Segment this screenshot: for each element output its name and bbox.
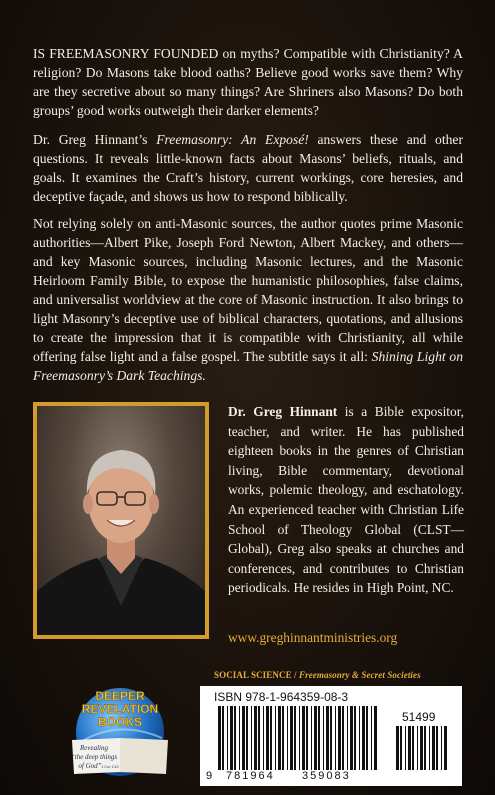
barcode-bar [275,706,276,770]
detail-paragraph [33,214,463,385]
isbn-number: ISBN 978-1-964359-08-3 [214,690,349,704]
barcode-bar [306,706,308,770]
category-main: SOCIAL SCIENCE / [214,670,299,680]
barcode-left-digits: 781964 [226,770,275,782]
author-photo-frame [33,402,209,639]
barcode-bar [278,706,281,770]
barcode-bar [251,706,252,770]
isbn-barcode [200,686,462,786]
barcode-bar [294,706,296,770]
barcode-bar [270,706,272,770]
intro-text: IS FREEMASONRY FOUNDED on myths? Compatible with Christianity? A religion? Do Masons take blood oaths? Believe good works save them? Why are they secretive about so many things? Are Shriners also Masons? Do both groups’ good works outweigh their darker elements? [33,46,463,118]
barcode-bar [366,706,368,770]
barcode-bar [218,706,221,770]
barcode-bar [299,706,300,770]
logo-line3: BOOKS [97,715,143,729]
barcode-bar [234,706,236,770]
detail-text: Not relying solely on anti-Masonic sources, the author quotes prime Masonic authorities—Albert Pike, Joseph Ford Newton, Albert Mackey, and others—and key Masonic sources, including Masonic lectures, and the Masonic Heirloom Family Bible, to expose the humanistic philosophies, false claims, and universalist worldview at the core of Masonic instruction. It also brings to light Masonry’s deceptive use of biblical characters, quotations, and allusions to create the impression that it is compatible with Christianity, all while offering false light and a false gospel. The subtitle says it all: [33,216,463,364]
summary-paragraph [33,130,463,206]
barcode-bar [350,706,353,770]
barcode-bar [444,726,447,770]
barcode-bar [408,726,411,770]
barcode-bar [246,706,248,770]
author-website[interactable]: www.greghinnantministries.org [228,630,398,645]
author-bio-text: is a Bible expositor, teacher, and writer. He has published eighteen books in the genres of Christian living, Bible commentary, devotional works, polemic theology, and eschatology. An experienced teacher with Christian Life School of Theology Global (CLST—Global), Greg also speaks at churches and conferences, and contributes to Christian periodicals. He resides in High Point, NC. [228,404,464,596]
category-sub: Freemasonry & Secret Societies [298,670,421,680]
barcode-bar [424,726,426,770]
barcode-right-digits: 359083 [302,770,351,782]
barcode-bar [396,726,399,770]
barcode-bar [335,706,336,770]
barcode-bar [429,726,430,770]
barcode-bar [347,706,348,770]
logo-tag3: of God” [78,762,102,770]
barcode-bar [420,726,423,770]
barcode-bar [362,706,365,770]
barcode-bar [239,706,240,770]
barcode-bar [222,706,224,770]
barcode-bar [263,706,264,770]
barcode-bar [432,726,435,770]
book-subtitle: Shining Light on Freemasonry’s Dark Teachings. [33,349,463,383]
barcode-bar [342,706,344,770]
barcode-bar [412,726,414,770]
barcode-bar [359,706,360,770]
summary-suffix: answers these and other questions. It reveals little-known facts about Masons’ beliefs, rituals, and goals. It examines the Craft’s history, current workings, core heresies, and deceptive façade, and shows us how to respond biblically. [33,132,463,204]
intro-paragraph [33,44,463,120]
barcode-lead-digit: 9 [206,770,213,782]
barcode-bar [266,706,269,770]
logo-book-right-page [120,738,168,774]
barcode-bar [405,726,406,770]
author-bio [228,402,464,598]
logo-line2: REVELATION [81,702,159,716]
barcode-bar [354,706,356,770]
barcode-bar [400,726,402,770]
category-line [214,670,421,680]
barcode-bar [258,706,260,770]
author-photo [37,406,205,635]
barcode-bar [436,726,438,770]
barcode-bar [302,706,305,770]
barcode-bar [242,706,245,770]
barcode-bar [323,706,324,770]
book-title: Freemasonry: An Exposé! [156,132,309,147]
barcode-bar [290,706,293,770]
barcode-bar [371,706,372,770]
barcode-bar [287,706,288,770]
barcode-bar [254,706,257,770]
barcode-bar [441,726,442,770]
barcode-bar [282,706,284,770]
price-code: 51499 [402,710,436,724]
logo-tag-ref: 1 Cor. 2:10 [101,765,119,769]
barcode-bar [311,706,312,770]
barcode-bar [318,706,320,770]
author-portrait-illustration [37,406,205,635]
barcode-bar [227,706,228,770]
logo-line1: DEEPER [95,689,145,703]
barcode-bar [374,706,377,770]
barcode-bar [326,706,329,770]
author-name: Dr. Greg Hinnant [228,404,338,419]
logo-tag1: Revealing [80,744,108,752]
summary-prefix: Dr. Greg Hinnant’s [33,132,157,147]
publisher-logo [64,680,174,780]
barcode-bar [230,706,233,770]
barcode-bar [330,706,332,770]
barcode-bar [314,706,317,770]
barcode-bar [417,726,418,770]
logo-tag2: “the deep things [70,753,118,761]
barcode-bar [338,706,341,770]
